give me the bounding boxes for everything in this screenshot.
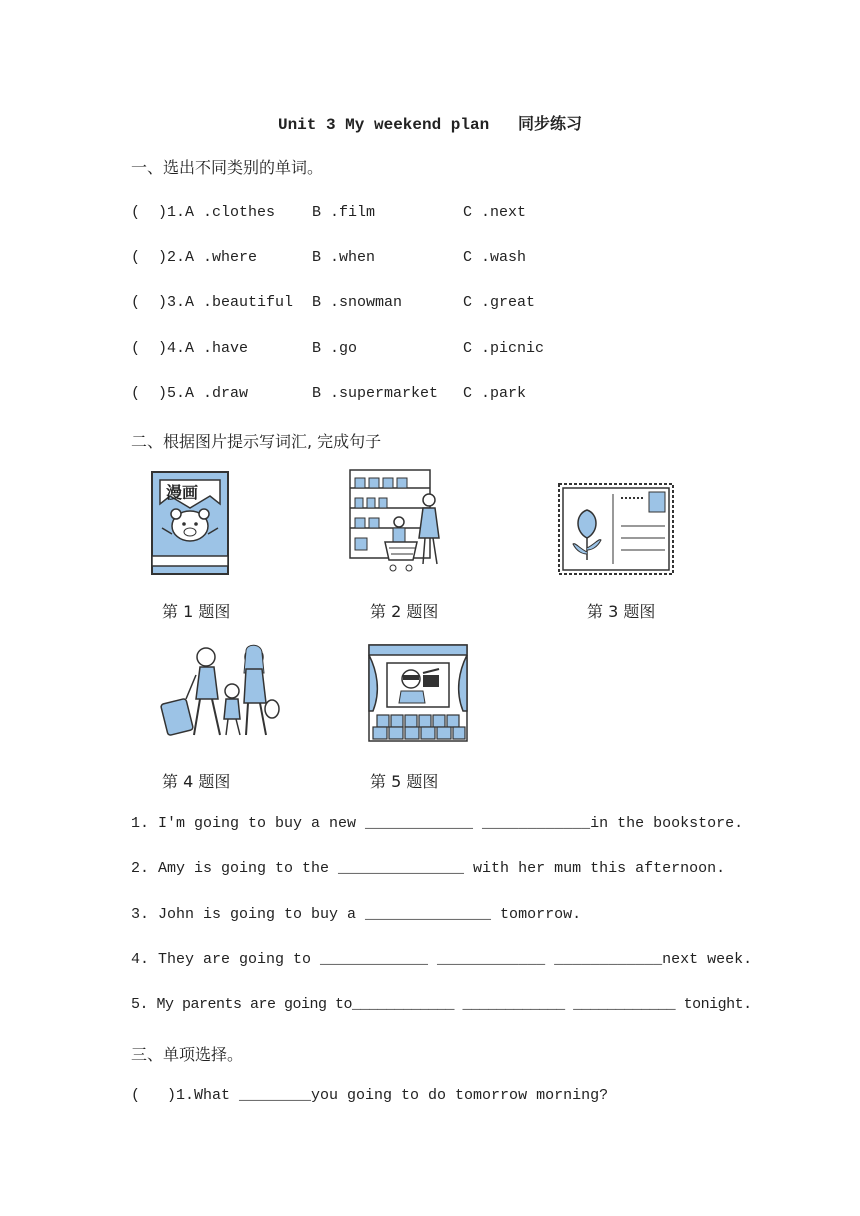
sentence-3: 3. John is going to buy a ______________ tomorrow. [131, 906, 582, 923]
question-2-a: ( )2.A .where [131, 249, 258, 266]
question-5-a: ( )5.A .draw [131, 385, 249, 402]
supermarket-icon [347, 468, 443, 578]
section-3-heading: 三、单项选择。 [131, 1045, 244, 1064]
family-trip-icon [160, 643, 280, 743]
postcard-icon [557, 482, 675, 578]
question-2-c: C .wash [463, 249, 527, 266]
page-title: Unit 3 My weekend plan 同步练习 [277, 116, 583, 134]
sentence-5: 5. My parents are going to____________ ____________ ____________ tonight. [131, 996, 752, 1013]
question-4-c: C .picnic [463, 340, 545, 357]
question-5-c: C .park [463, 385, 527, 402]
section-2-heading: 二、根据图片提示写词汇, 完成句子 [131, 432, 382, 451]
comic-title-text: 漫画 [166, 483, 199, 502]
question-3-a: ( )3.A .beautiful [131, 294, 294, 311]
cinema-icon [367, 641, 469, 745]
picture-3-caption: 第 3 题图 [587, 602, 656, 621]
picture-5-caption: 第 5 题图 [370, 772, 439, 791]
sentence-1: 1. I'm going to buy a new ____________ ____________in the bookstore. [131, 815, 744, 832]
sentence-2: 2. Amy is going to the ______________ with her mum this afternoon. [131, 860, 726, 877]
question-3-b: B .snowman [312, 294, 403, 311]
comic-book-icon [150, 470, 232, 578]
question-5-b: B .supermarket [312, 385, 439, 402]
question-1-b: B .film [312, 204, 376, 221]
picture-2-caption: 第 2 题图 [370, 602, 439, 621]
question-1-a: ( )1.A .clothes [131, 204, 276, 221]
sentence-4: 4. They are going to ____________ ____________ ____________next week. [131, 951, 753, 968]
picture-4-caption: 第 4 题图 [162, 772, 231, 791]
question-2-b: B .when [312, 249, 376, 266]
question-4-b: B .go [312, 340, 358, 357]
question-1-c: C .next [463, 204, 527, 221]
question-3-c: C .great [463, 294, 536, 311]
picture-1-caption: 第 1 题图 [162, 602, 231, 621]
section-1-heading: 一、选出不同类别的单词。 [131, 158, 324, 177]
choice-question-1: ( )1.What ________you going to do tomorrow morning? [131, 1087, 609, 1104]
question-4-a: ( )4.A .have [131, 340, 249, 357]
